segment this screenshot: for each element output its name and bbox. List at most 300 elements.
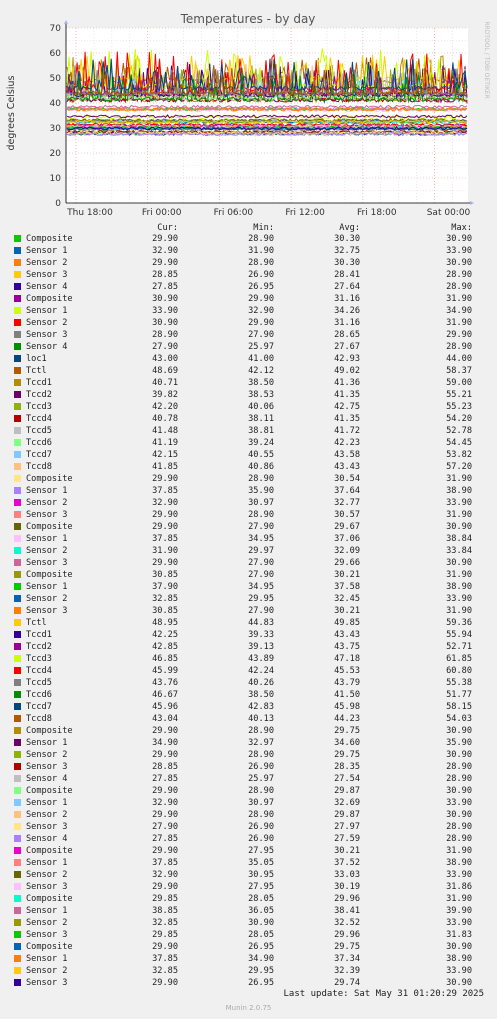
legend-swatch xyxy=(14,439,21,446)
legend-value-min: 29.90 xyxy=(248,294,274,304)
legend-series-name: Tctl xyxy=(26,366,47,376)
legend-series-name: Sensor 2 xyxy=(26,918,68,928)
legend-value-cur: 32.90 xyxy=(152,498,178,508)
legend-row xyxy=(0,797,497,809)
legend-value-avg: 29.96 xyxy=(334,930,360,940)
legend-value-max: 33.90 xyxy=(446,594,472,604)
legend-value-avg: 41.35 xyxy=(334,390,360,400)
legend-value-avg: 32.52 xyxy=(334,918,360,928)
legend-value-max: 44.00 xyxy=(446,354,472,364)
legend-value-max: 52.78 xyxy=(446,426,472,436)
legend-value-avg: 30.21 xyxy=(334,846,360,856)
legend-swatch xyxy=(14,919,21,926)
legend-row xyxy=(0,437,497,449)
legend-value-avg: 45.98 xyxy=(334,702,360,712)
legend-value-min: 34.95 xyxy=(248,582,274,592)
legend-value-min: 42.24 xyxy=(248,666,274,676)
legend-row xyxy=(0,857,497,869)
legend-value-min: 26.90 xyxy=(248,834,274,844)
y-tick-label: 0 xyxy=(55,199,61,209)
munin-version: Munin 2.0.75 xyxy=(225,1004,272,1012)
legend-value-min: 40.86 xyxy=(248,462,274,472)
legend-swatch xyxy=(14,787,21,794)
legend-row xyxy=(0,485,497,497)
legend-row xyxy=(0,689,497,701)
legend-swatch xyxy=(14,559,21,566)
legend-value-max: 59.00 xyxy=(446,378,472,388)
legend-swatch xyxy=(14,535,21,542)
legend-value-min: 29.90 xyxy=(248,318,274,328)
legend-swatch xyxy=(14,451,21,458)
legend-value-cur: 29.90 xyxy=(152,810,178,820)
legend-value-max: 54.20 xyxy=(446,414,472,424)
legend-value-min: 38.50 xyxy=(248,690,274,700)
legend-value-cur: 29.90 xyxy=(152,750,178,760)
legend-row xyxy=(0,833,497,845)
legend-value-avg: 38.41 xyxy=(334,906,360,916)
legend-value-max: 29.90 xyxy=(446,330,472,340)
legend-row xyxy=(0,317,497,329)
legend-value-avg: 29.67 xyxy=(334,522,360,532)
legend-value-avg: 28.41 xyxy=(334,270,360,280)
legend-row xyxy=(0,377,497,389)
legend-row xyxy=(0,545,497,557)
legend-value-min: 39.24 xyxy=(248,438,274,448)
legend-value-min: 30.90 xyxy=(248,918,274,928)
legend-row xyxy=(0,809,497,821)
legend-value-max: 28.90 xyxy=(446,762,472,772)
legend-value-max: 57.20 xyxy=(446,462,472,472)
legend-value-max: 30.90 xyxy=(446,750,472,760)
legend-row xyxy=(0,449,497,461)
legend-swatch xyxy=(14,823,21,830)
legend-value-max: 52.71 xyxy=(446,642,472,652)
legend-value-cur: 29.90 xyxy=(152,558,178,568)
legend-value-max: 55.94 xyxy=(446,630,472,640)
legend-value-min: 28.90 xyxy=(248,474,274,484)
legend-value-cur: 37.85 xyxy=(152,534,178,544)
legend-value-min: 39.13 xyxy=(248,642,274,652)
legend-value-avg: 43.43 xyxy=(334,630,360,640)
legend-value-cur: 46.85 xyxy=(152,654,178,664)
legend-value-max: 33.90 xyxy=(446,918,472,928)
legend-value-avg: 42.23 xyxy=(334,438,360,448)
legend-value-avg: 30.19 xyxy=(334,882,360,892)
legend-swatch xyxy=(14,499,21,506)
legend-value-max: 33.90 xyxy=(446,798,472,808)
legend-series-name: Sensor 3 xyxy=(26,978,68,988)
legend-series-name: Tccd4 xyxy=(26,414,52,424)
legend-row xyxy=(0,977,497,989)
legend-series-name: Sensor 3 xyxy=(26,330,68,340)
legend-row xyxy=(0,605,497,617)
legend-swatch xyxy=(14,403,21,410)
legend-row xyxy=(0,341,497,353)
legend-value-avg: 43.75 xyxy=(334,642,360,652)
legend-value-min: 40.55 xyxy=(248,450,274,460)
legend-row xyxy=(0,461,497,473)
legend-value-max: 30.90 xyxy=(446,786,472,796)
legend-series-name: Sensor 1 xyxy=(26,858,68,868)
legend-value-cur: 29.90 xyxy=(152,474,178,484)
legend-row xyxy=(0,569,497,581)
legend-value-cur: 29.85 xyxy=(152,930,178,940)
legend-value-avg: 29.75 xyxy=(334,942,360,952)
legend-value-cur: 29.90 xyxy=(152,786,178,796)
legend-row xyxy=(0,725,497,737)
legend-value-min: 44.83 xyxy=(248,618,274,628)
legend-row xyxy=(0,557,497,569)
legend-value-max: 38.90 xyxy=(446,858,472,868)
legend-row xyxy=(0,521,497,533)
legend-row xyxy=(0,509,497,521)
legend-swatch xyxy=(14,955,21,962)
legend-series-name: Tccd5 xyxy=(26,426,52,436)
legend-value-min: 27.90 xyxy=(248,558,274,568)
legend-value-max: 28.90 xyxy=(446,774,472,784)
legend-value-cur: 34.90 xyxy=(152,738,178,748)
legend-value-max: 31.90 xyxy=(446,318,472,328)
legend-series-name: Sensor 1 xyxy=(26,534,68,544)
legend-series-name: Sensor 1 xyxy=(26,798,68,808)
legend-value-max: 55.38 xyxy=(446,678,472,688)
legend-value-min: 30.97 xyxy=(248,498,274,508)
legend-value-cur: 29.90 xyxy=(152,522,178,532)
legend-value-min: 39.33 xyxy=(248,630,274,640)
legend-swatch xyxy=(14,331,21,338)
legend-swatch xyxy=(14,667,21,674)
legend-swatch xyxy=(14,367,21,374)
legend-value-max: 30.90 xyxy=(446,810,472,820)
legend-series-name: Tccd8 xyxy=(26,462,52,472)
legend-value-cur: 31.90 xyxy=(152,546,178,556)
legend-series-name: Sensor 1 xyxy=(26,906,68,916)
legend-value-min: 29.95 xyxy=(248,594,274,604)
legend-series-name: Sensor 2 xyxy=(26,546,68,556)
legend-value-max: 58.15 xyxy=(446,702,472,712)
legend-series-name: Sensor 3 xyxy=(26,270,68,280)
legend-value-avg: 49.02 xyxy=(334,366,360,376)
legend-value-cur: 27.85 xyxy=(152,834,178,844)
legend-series-name: Composite xyxy=(26,522,73,532)
legend-value-min: 40.26 xyxy=(248,678,274,688)
legend-series-name: Sensor 1 xyxy=(26,738,68,748)
legend-row xyxy=(0,665,497,677)
legend-value-cur: 40.78 xyxy=(152,414,178,424)
legend-swatch xyxy=(14,379,21,386)
legend-value-avg: 37.64 xyxy=(334,486,360,496)
legend-series-name: Composite xyxy=(26,474,73,484)
y-axis-arrow xyxy=(64,20,68,24)
x-tick-label: Fri 12:00 xyxy=(285,208,325,218)
legend-value-min: 28.05 xyxy=(248,930,274,940)
y-tick-label: 40 xyxy=(49,99,61,109)
legend-value-cur: 30.90 xyxy=(152,318,178,328)
legend-row xyxy=(0,269,497,281)
legend-value-max: 53.82 xyxy=(446,450,472,460)
legend-value-avg: 27.54 xyxy=(334,774,360,784)
legend-row xyxy=(0,581,497,593)
legend-row xyxy=(0,845,497,857)
legend-value-max: 51.77 xyxy=(446,690,472,700)
legend-value-max: 33.90 xyxy=(446,246,472,256)
legend-value-cur: 32.90 xyxy=(152,798,178,808)
x-tick-label: Sat 00:00 xyxy=(426,208,471,218)
legend-value-min: 27.95 xyxy=(248,882,274,892)
legend-series-name: Sensor 4 xyxy=(26,282,68,292)
legend-value-max: 31.90 xyxy=(446,570,472,580)
legend-series-name: Sensor 3 xyxy=(26,930,68,940)
chart xyxy=(0,0,497,222)
legend-value-cur: 29.90 xyxy=(152,882,178,892)
legend-value-cur: 37.85 xyxy=(152,486,178,496)
y-tick-label: 10 xyxy=(49,174,61,184)
legend-value-min: 38.81 xyxy=(248,426,274,436)
legend-swatch xyxy=(14,355,21,362)
legend-row xyxy=(0,497,497,509)
legend-value-max: 35.90 xyxy=(446,738,472,748)
legend-row xyxy=(0,293,497,305)
legend-header-max: Max: xyxy=(451,223,472,233)
legend-value-max: 34.90 xyxy=(446,306,472,316)
legend-value-avg: 29.74 xyxy=(334,978,360,988)
legend-value-cur: 45.96 xyxy=(152,702,178,712)
legend-value-avg: 33.03 xyxy=(334,870,360,880)
legend-series-name: Sensor 3 xyxy=(26,558,68,568)
legend-header-min: Min: xyxy=(253,223,274,233)
legend-value-avg: 32.09 xyxy=(334,546,360,556)
legend-value-min: 29.97 xyxy=(248,546,274,556)
legend-series-name: Composite xyxy=(26,570,73,580)
legend-value-max: 28.90 xyxy=(446,282,472,292)
legend-value-avg: 34.60 xyxy=(334,738,360,748)
legend-row xyxy=(0,473,497,485)
legend-value-avg: 31.16 xyxy=(334,318,360,328)
y-tick-label: 60 xyxy=(49,49,61,59)
legend-swatch xyxy=(14,319,21,326)
legend-value-cur: 32.85 xyxy=(152,918,178,928)
legend-value-avg: 29.66 xyxy=(334,558,360,568)
legend-swatch xyxy=(14,907,21,914)
legend-value-cur: 29.90 xyxy=(152,846,178,856)
rrdtool-credit: RRDTOOL / TOBI OETIKER xyxy=(483,21,490,99)
legend-value-avg: 32.77 xyxy=(334,498,360,508)
legend-series-name: Sensor 2 xyxy=(26,318,68,328)
legend-row xyxy=(0,905,497,917)
legend-value-cur: 29.85 xyxy=(152,894,178,904)
legend-value-cur: 42.15 xyxy=(152,450,178,460)
y-tick-label: 50 xyxy=(49,74,61,84)
legend-row xyxy=(0,617,497,629)
legend-value-cur: 30.90 xyxy=(152,294,178,304)
legend-series-name: Composite xyxy=(26,234,73,244)
legend-value-avg: 27.67 xyxy=(334,342,360,352)
legend-value-min: 28.90 xyxy=(248,510,274,520)
legend-series-name: Tccd8 xyxy=(26,714,52,724)
legend-value-max: 31.90 xyxy=(446,510,472,520)
legend-value-avg: 29.75 xyxy=(334,726,360,736)
legend-value-min: 28.05 xyxy=(248,894,274,904)
legend-value-min: 43.89 xyxy=(248,654,274,664)
legend-swatch xyxy=(14,799,21,806)
legend-value-avg: 42.93 xyxy=(334,354,360,364)
legend-series-name: Composite xyxy=(26,786,73,796)
legend-series-name: Tccd7 xyxy=(26,702,52,712)
legend-row xyxy=(0,761,497,773)
legend-value-cur: 30.85 xyxy=(152,606,178,616)
legend-value-min: 27.90 xyxy=(248,570,274,580)
legend-value-max: 31.90 xyxy=(446,294,472,304)
legend-value-min: 38.53 xyxy=(248,390,274,400)
legend-value-avg: 49.85 xyxy=(334,618,360,628)
legend-value-min: 25.97 xyxy=(248,342,274,352)
legend-swatch xyxy=(14,247,21,254)
legend-value-avg: 32.39 xyxy=(334,966,360,976)
legend-row xyxy=(0,593,497,605)
legend-value-cur: 40.71 xyxy=(152,378,178,388)
legend-value-max: 31.90 xyxy=(446,606,472,616)
legend-value-max: 33.90 xyxy=(446,966,472,976)
last-update-text: Last update: Sat May 31 01:20:29 2025 xyxy=(283,989,484,999)
legend-value-max: 30.90 xyxy=(446,978,472,988)
legend-value-cur: 27.90 xyxy=(152,822,178,832)
legend-swatch xyxy=(14,547,21,554)
legend-value-min: 27.90 xyxy=(248,522,274,532)
legend-swatch xyxy=(14,283,21,290)
legend-value-cur: 29.90 xyxy=(152,978,178,988)
legend-row xyxy=(0,245,497,257)
legend-row xyxy=(0,641,497,653)
legend-series-name: Tctl xyxy=(26,618,47,628)
legend-value-min: 27.90 xyxy=(248,330,274,340)
legend-row xyxy=(0,893,497,905)
legend-value-max: 30.90 xyxy=(446,726,472,736)
legend-value-cur: 41.85 xyxy=(152,462,178,472)
legend-value-cur: 37.90 xyxy=(152,582,178,592)
legend-value-max: 60.80 xyxy=(446,666,472,676)
x-tick-label: Thu 18:00 xyxy=(67,208,113,218)
legend-row xyxy=(0,233,497,245)
legend-value-cur: 46.67 xyxy=(152,690,178,700)
legend-value-min: 28.90 xyxy=(248,258,274,268)
legend-swatch xyxy=(14,763,21,770)
x-tick-label: Fri 18:00 xyxy=(357,208,397,218)
legend-swatch xyxy=(14,463,21,470)
legend-swatch xyxy=(14,871,21,878)
legend-swatch xyxy=(14,643,21,650)
legend-value-cur: 27.85 xyxy=(152,774,178,784)
legend-value-avg: 37.52 xyxy=(334,858,360,868)
legend-swatch xyxy=(14,739,21,746)
legend-swatch xyxy=(14,487,21,494)
legend-value-min: 42.12 xyxy=(248,366,274,376)
legend-value-max: 38.90 xyxy=(446,486,472,496)
legend-value-avg: 41.36 xyxy=(334,378,360,388)
legend-value-avg: 43.43 xyxy=(334,462,360,472)
chart-title: Temperatures - by day xyxy=(180,12,316,26)
legend-value-max: 54.03 xyxy=(446,714,472,724)
legend-row xyxy=(0,413,497,425)
legend-swatch xyxy=(14,727,21,734)
legend-value-cur: 43.76 xyxy=(152,678,178,688)
legend-row xyxy=(0,881,497,893)
legend-value-min: 38.50 xyxy=(248,378,274,388)
legend-series-name: Sensor 1 xyxy=(26,582,68,592)
legend-value-max: 33.90 xyxy=(446,870,472,880)
legend-swatch xyxy=(14,835,21,842)
legend-row xyxy=(0,281,497,293)
legend-value-min: 26.95 xyxy=(248,978,274,988)
legend-series-name: Sensor 2 xyxy=(26,258,68,268)
legend-value-min: 28.90 xyxy=(248,810,274,820)
legend-value-max: 61.85 xyxy=(446,654,472,664)
legend-value-max: 30.90 xyxy=(446,522,472,532)
y-tick-label: 70 xyxy=(49,24,61,34)
legend-value-max: 28.90 xyxy=(446,270,472,280)
legend-row xyxy=(0,365,497,377)
legend-value-min: 28.90 xyxy=(248,726,274,736)
legend-value-max: 38.90 xyxy=(446,582,472,592)
legend-value-cur: 45.99 xyxy=(152,666,178,676)
legend-swatch xyxy=(14,271,21,278)
legend-value-min: 27.95 xyxy=(248,846,274,856)
legend-value-min: 30.97 xyxy=(248,798,274,808)
legend-value-cur: 39.82 xyxy=(152,390,178,400)
legend-value-cur: 42.20 xyxy=(152,402,178,412)
legend-series-name: loc1 xyxy=(26,354,47,364)
legend-value-max: 31.83 xyxy=(446,930,472,940)
legend-row xyxy=(0,737,497,749)
legend-row xyxy=(0,389,497,401)
legend-swatch xyxy=(14,691,21,698)
legend-value-avg: 30.30 xyxy=(334,258,360,268)
legend-row xyxy=(0,533,497,545)
legend-swatch xyxy=(14,343,21,350)
legend-series-name: Sensor 1 xyxy=(26,486,68,496)
legend-value-min: 27.90 xyxy=(248,606,274,616)
legend-value-cur: 27.85 xyxy=(152,282,178,292)
legend-row xyxy=(0,353,497,365)
legend-series-name: Sensor 1 xyxy=(26,306,68,316)
legend-value-max: 33.84 xyxy=(446,546,472,556)
legend-value-avg: 43.79 xyxy=(334,678,360,688)
legend-series-name: Tccd2 xyxy=(26,390,52,400)
legend-value-max: 28.90 xyxy=(446,342,472,352)
legend-row xyxy=(0,869,497,881)
legend-swatch xyxy=(14,847,21,854)
legend-value-max: 31.90 xyxy=(446,474,472,484)
legend-value-min: 26.95 xyxy=(248,942,274,952)
legend-swatch xyxy=(14,607,21,614)
legend-swatch xyxy=(14,235,21,242)
legend-swatch xyxy=(14,427,21,434)
legend-series-name: Tccd1 xyxy=(26,378,52,388)
legend-value-avg: 29.75 xyxy=(334,750,360,760)
legend-swatch xyxy=(14,775,21,782)
legend-value-min: 36.05 xyxy=(248,906,274,916)
legend-series-name: Sensor 3 xyxy=(26,762,68,772)
legend-value-min: 26.95 xyxy=(248,282,274,292)
legend-value-min: 41.00 xyxy=(248,354,274,364)
legend-swatch xyxy=(14,391,21,398)
legend-series-name: Sensor 2 xyxy=(26,810,68,820)
legend-value-min: 28.90 xyxy=(248,786,274,796)
legend-swatch xyxy=(14,715,21,722)
legend-series-name: Sensor 3 xyxy=(26,882,68,892)
legend-value-cur: 27.90 xyxy=(152,342,178,352)
legend-swatch xyxy=(14,259,21,266)
legend-value-cur: 38.85 xyxy=(152,906,178,916)
